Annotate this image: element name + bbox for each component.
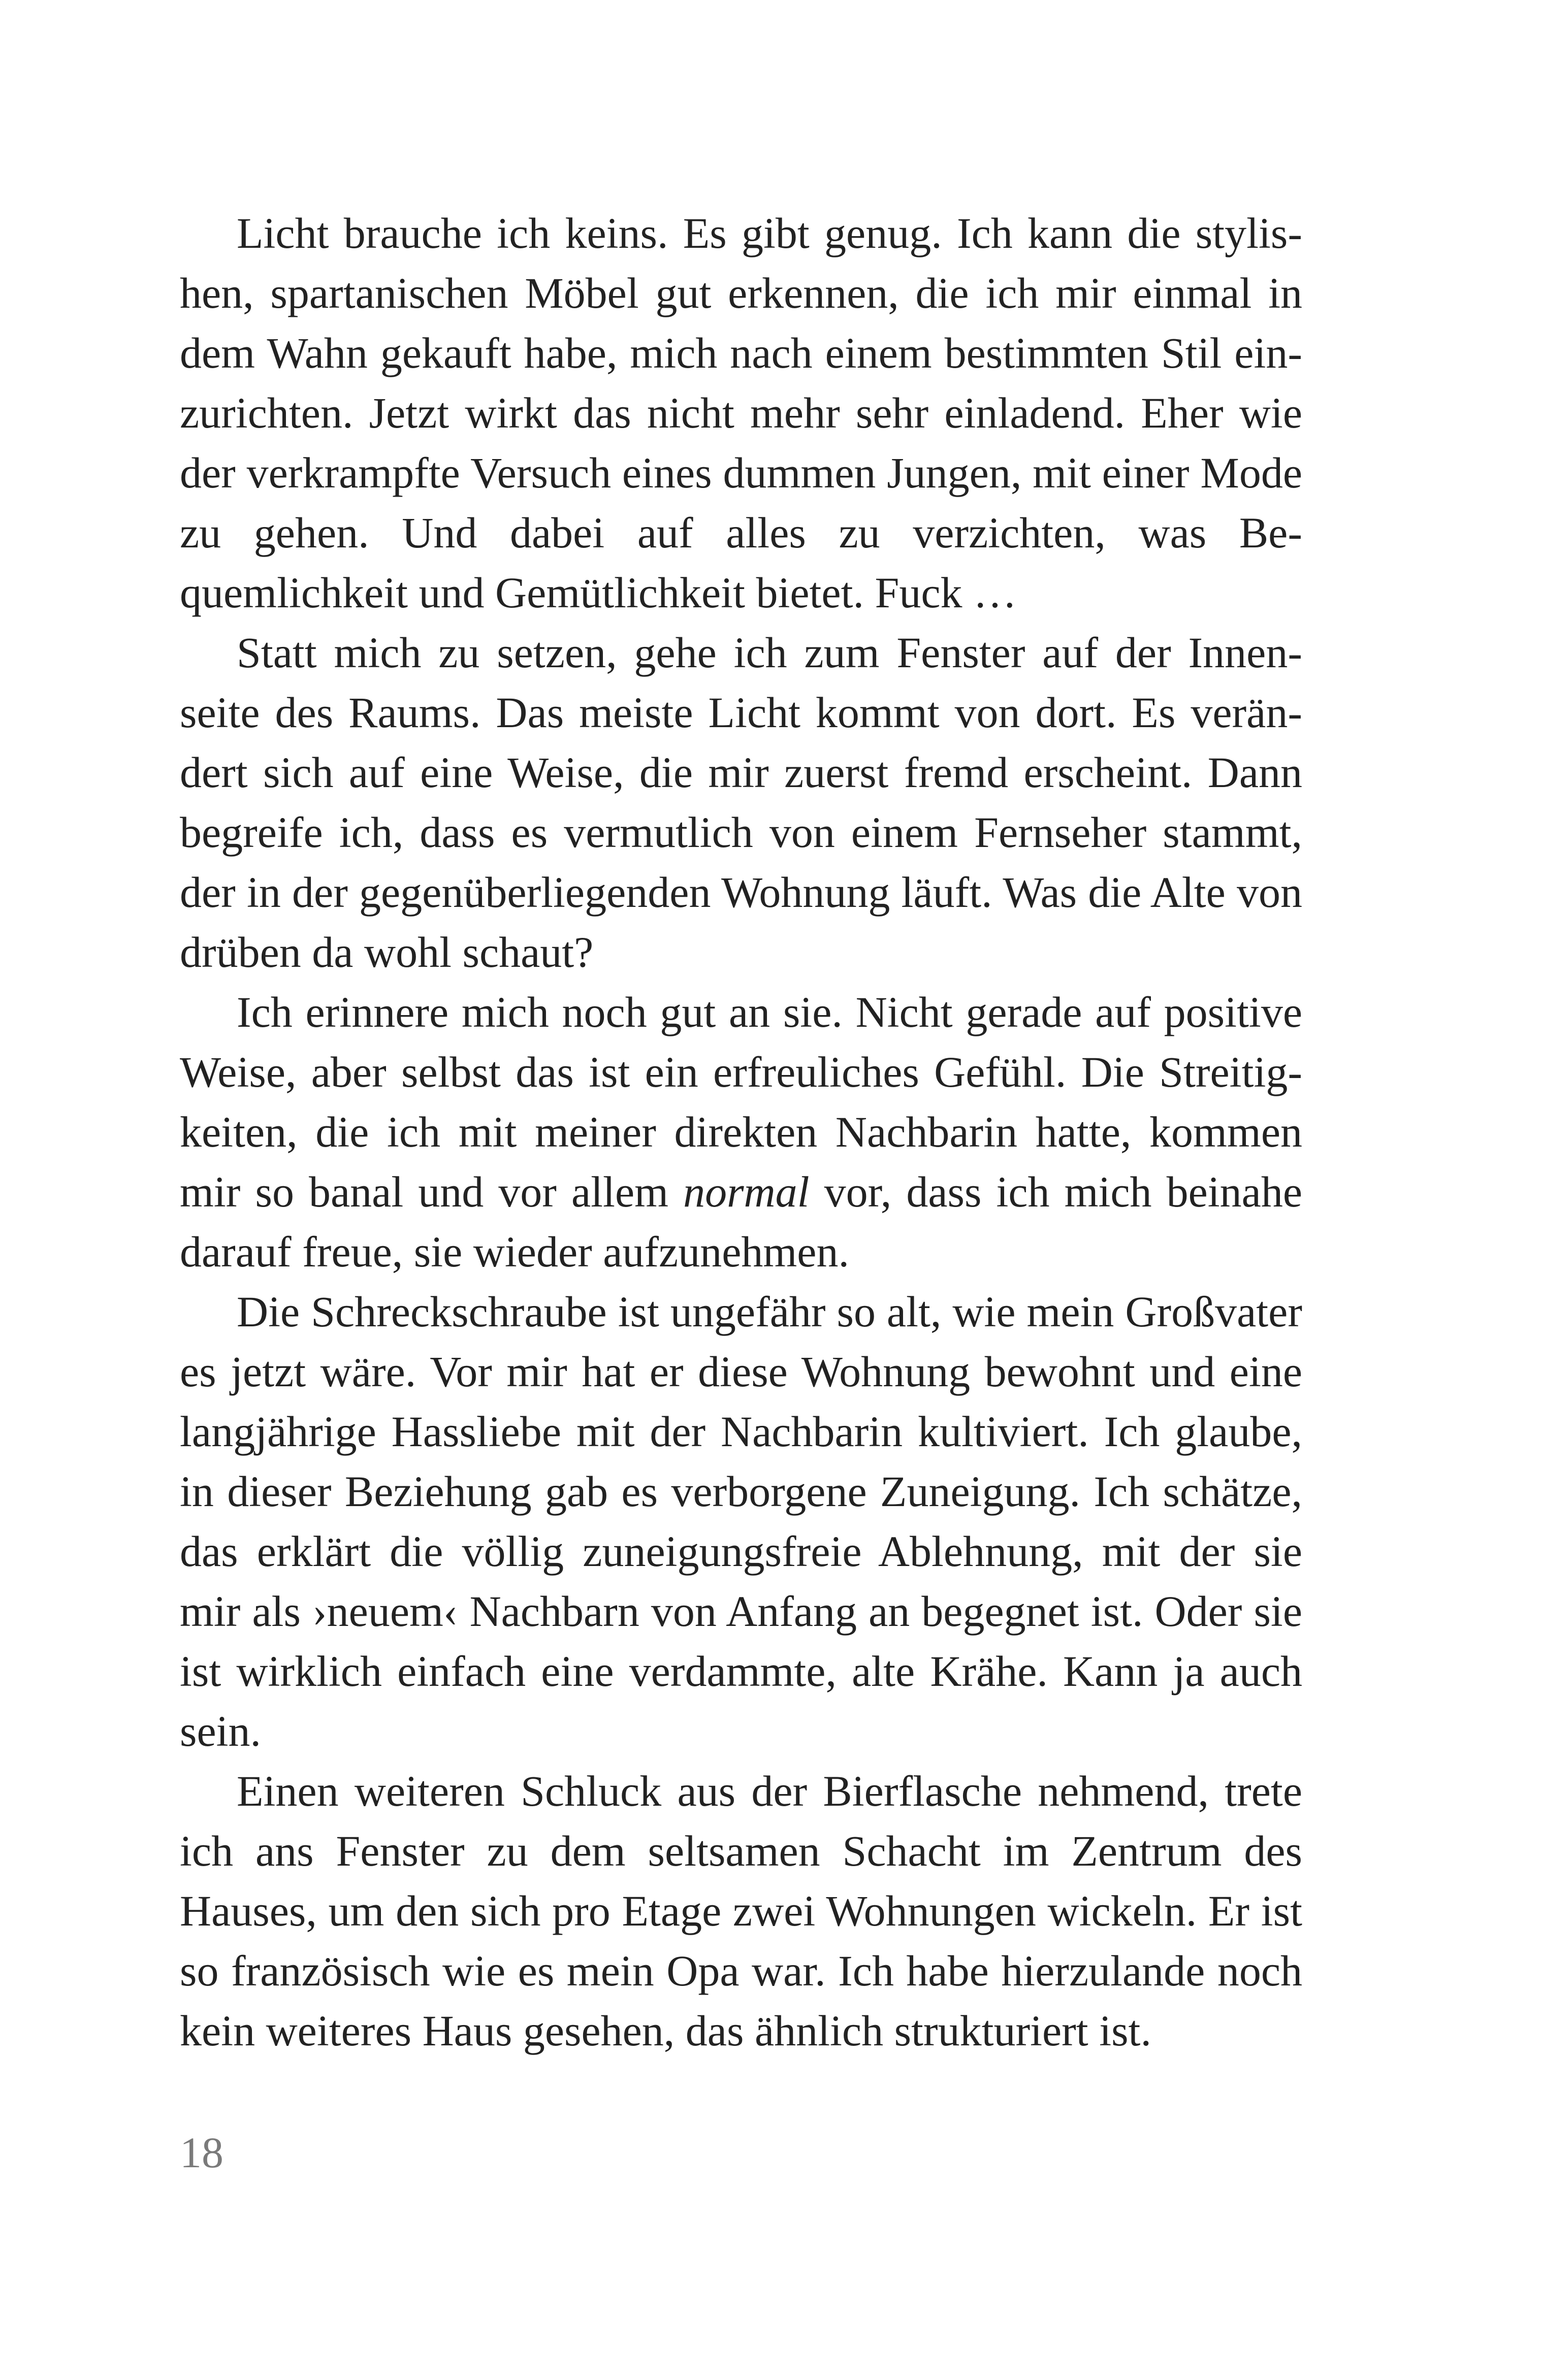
emphasized-word: normal bbox=[683, 1167, 810, 1216]
paragraph: Statt mich zu setzen, gehe ich zum Fenster auf der Innenseite des Raums. Das meiste Licht kommt von dort. Es verändert sich auf eine Weise, die mir zuerst fremd erscheint. Dann begreife ich, dass es vermutlich von einem Fernseher stammt, der in der gegenüberliegenden Wohnung läuft. Was die Alte von drüben da wohl schaut? bbox=[180, 628, 1302, 976]
paragraph: Licht brauche ich keins. Es gibt genug. Ich kann die stylishen, spartanischen Möbel gut erkennen, die ich mir einmal in dem Wahn gekauft habe, mich nach einem bestimmten Stil einzurichten. Jetzt wirkt das nicht mehr sehr einladend. Eher wie der verkrampfte Versuch eines dummen Jungen, mit einer Mode zu gehen. Und dabei auf alles zu verzichten, was Bequemlichkeit und Gemütlichkeit bietet. Fuck … bbox=[180, 209, 1302, 617]
paragraph: Einen weiteren Schluck aus der Bierflasche nehmend, trete ich ans Fenster zu dem seltsamen Schacht im Zentrum des Hauses, um den sich pro Etage zwei Wohnungen wickeln. Er ist so französisch wie es mein Opa war. Ich habe hierzulande noch kein weiteres Haus gesehen, das ähnlich strukturiert ist. bbox=[180, 1767, 1302, 2055]
paragraph-text: Ich erinnere mich noch gut an sie. Nicht gerade auf positive Weise, aber selbst das ist ein erfreuliches Gefühl. Die Streitigkeiten, die ich mit meiner direkten Nachbarin hatte, kommen mir so banal und vor allem bbox=[180, 988, 1302, 1216]
paragraph: Die Schreckschraube ist ungefähr so alt, wie mein Großvater es jetzt wäre. Vor mir hat er diese Wohnung bewohnt und eine langjährige Hassliebe mit der Nachbarin kultiviert. Ich glaube, in dieser Beziehung gab es verborgene Zuneigung. Ich schätze, das erklärt die völlig zuneigungsfreie Ablehnung, mit der sie mir als ›neuem‹ Nachbarn von Anfang an begegnet ist. Oder sie ist wirklich einfach eine verdammte, alte Krähe. Kann ja auch sein. bbox=[180, 1287, 1302, 1755]
paragraph-text: vor, dass ich mich beinahe darauf freue, sie wieder aufzunehmen. bbox=[180, 1167, 1303, 1276]
page-number: 18 bbox=[180, 2128, 223, 2177]
paragraph bbox=[180, 982, 1302, 1282]
body-text bbox=[180, 203, 1302, 2061]
